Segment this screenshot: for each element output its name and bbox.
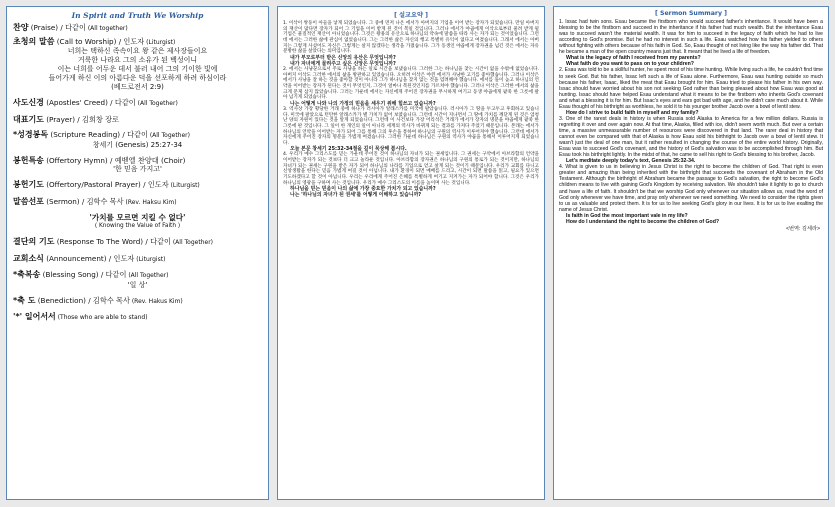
order-item-creed: 사도신경 (Apostles' Creed) / 다같이 (All Together)	[13, 98, 178, 107]
stand-note: '*' 일어서서 (Those who are able to stand)	[13, 312, 148, 321]
order-item-praise: 찬양 (Praise) / 다같이 (All together)	[13, 23, 128, 32]
order-item-offertory-prayer: 봉헌기도 (Offertory/Pastoral Prayer) / 인도자 (Liturgist)	[13, 180, 200, 189]
korean-paragraph-1: 1. 이삭이 쌍둥이 아들을 낳게 되었습니다. 그 중에 먼저 나온 에서가 아버지의 기업을 이어 받는 장자가 되었습니다. 만일 아버지의 재산이 많다면 장자가 되어 그 기업을 이어 받게 된 것이 복일 것입니다. 그러나 에서가 야곱에게 이삭으로부터 물려 받게 될 기업은 물질적인 재산이 아니었습니다. 그것은 왕용의 유산으로 하나님의 약속에 말씀을 따라 사는 자가 되는 것이었습니다. 그런데 에서는 그러한 삶에 관심이 없었습니다. 그는 그러한 삶은 자신의 행고 특별히 유익이 없다고 여겼습니다. 그래서 에서는 아버지는 그렇게 사셨어도 자신은 그렇게는 살지 않겠다는 생각을 가졌습니다. 그가 동생인 야곱에게 장자권을 넘긴 것은 에서는 자유분방한 삶을 살았다는 의미입니다.	[283, 21, 539, 55]
call-verse-4: 들어가게 하신 이의 아름다운 덕을 선포하게 하려 하심이라	[48, 74, 227, 82]
translator-credit: <번역: 김세라>	[786, 225, 820, 232]
english-paragraph-2: 2. Esau was told to be a skillful hunter, he spent most of his time hunting. While living such a life, he couldn't find time to seek God. But his father, Issac left such a life of Esau alone. Furthermore, Esau was hunting outside so much because his father, Isaac, liked the meat that Esau brought for him. Esau tried to please his father in his own way. Issac should have worried about his son not seeking God rather than being pleased about how Esau was good at hunting. Issac should have helped Esau understand what it means to be the firstborn who inherits God's covenant and what a blessing it is for him. But Issac's eyes and ears got bad with age, and he didn't care much about it. While Esau thought of his birthright as worthless, he sold it to his younger brother Jacob over a bowl of lentil stew.	[559, 67, 823, 110]
korean-question-1: 내가 부모로부터 받은 신앙의 유산은 무엇입니까? 내가 자녀에게 물려주고 싶은 신앙은 무엇입니까?	[290, 54, 396, 67]
order-item-sermon: 말씀선포 (Sermon) / 김학수 목사 (Rev. Haksu Kim)	[13, 196, 177, 206]
english-paragraph-4: 4. What is given to us in believing in Jesus Christ is the right to become the children of God. That right is even greater and amazing than being inherited with the birthright that succeeds the covenant of Abraham in the Old Testament. Although the birthright of Abraham became the passage to God's salvation, the right to become God's children means to live with gaining God's Kingdom by receiving salvation. We shouldn't take it lightly to go to church and have a life of faith. It shouldn't be that we worship God only whenever our situation allows us, read the word of God only whenever we have time, and pray only whenever we need something. We need to consider the rights given to us as valuable and protect them. It is for us to live seeking God's glory in our lives. It is for us to live exalting the name of Jesus Christ.	[559, 164, 823, 213]
english-paragraph-1: 1. Issac had twin sons. Esau became the firstborn who would succeed father's inheritance. It would have been a blessing to be the firstborn and succeed in the inheritance if his father had much wealth. But the inheritance Esau was to succeed wasn't the material wealth. It was for him to succeed in the legacy of faith which he had to live according to God's promise. But he had no interest in such a life. Esau watched how his father yielded to others without fighting with others because of his faith in God. So, Esau thought of not living like the way his father did. That he became a man of the open country means just that. It meant that he lived a life of freedom.	[559, 19, 823, 56]
english-question-2: How do I strive to build faith in myself and my family?	[566, 109, 699, 116]
scripture-ref: 창세기 (Genesis) 25:27-34	[92, 140, 183, 149]
sermon-title-en: ( Knowing the Value of Faith )	[94, 223, 181, 229]
call-verse-3: 이는 너희를 어두운 데서 불러 내어 그의 기이한 빛에	[57, 65, 218, 73]
korean-question-4: 하나님을 믿는 믿음이 나의 삶에 가장 중요한 가치가 되고 있습니까? 나는 '하나님의 자녀가 된 권세'를 어떻게 이해하고 있습니까?	[290, 186, 436, 199]
sermon-title: '가치를 모르면 지킬 수 없다'	[89, 213, 186, 222]
call-verse-ref: (베드로전서 2:9)	[111, 83, 164, 91]
korean-question-2: 나는 어떻게 나와 나의 가정의 믿음을 세우기 위해 힘쓰고 있습니까?	[290, 100, 436, 107]
korean-summary-panel	[277, 6, 545, 500]
korean-paragraph-3: 3. 역사상 가장 황당한 거래 중에 하나가 러시아가 알래스카를 미국에 팔았습니다. 러시아가 그 땅을 두고두고 후회하고 있습니다. 미국에 팔았으로 턴탄한 알래스카가 별 가치가 없어 보였습니다. 그런데 시간이 지나면서 그 땅에 가치를 깨닫게 된 것은 엄청난 양의 자원이 있다는 것을 알게 되었습니다. 그런데 이 사건보다 가장 어리석은 거래가 에서가 장자의 명분을 야곱에게 팥죽 한 그릇에 판 것입니다. 그 일이 한 개인의 일이 아니라 세계의 역사가 바뀌게 되는 결과를 가져다 주었기 때문입니다. 본래는 에서가 하나님의 언약을 이어받는 자가 되어 그를 통해 그의 후손을 통하여 하나님의 구원의 역사가 이루어져야 했습니다. 그런데 에서가 자신에게 주어진 장자의 명분을 가볍게 여겼습니다. 그러한 가운데 하나님은 구원의 역사가 야곱을 통해서 이루어지게 되었습니다.	[283, 106, 539, 146]
english-paragraph-3: 3. One of the rarest deals in history is when Russia sold Alaska to America for a few million dollars. Russia is regretting it over and over again now. At that time, Alaska, filled with ice, didn't seem worth much. But over a certain time, a massive unmeasurable number of resources were discovered in that land. The rarer deal in history that cannot even be compared with that of Alaska is how Esau sold his birthright to Jacob over a bowl of lentil stew. It wasn't just the deal of one man, but it rather resulted in changing the course of the entire world history. Originally, Esau was to succeed God's covenant, and the history of God's salvation was to be accomplished through him. But Esau took his birthright lightly. In the midst of that, he came to sell his right to God's blessing to his brother, Jacob.	[559, 115, 823, 159]
hymn-title: '한 믿음 가지고'	[113, 165, 162, 173]
order-item-announcement: 교회소식 (Announcement) / 인도자 (Liturgist)	[13, 253, 166, 263]
worship-title: In Spirit and Truth We Worship	[71, 11, 204, 20]
order-item-blessing-song: *축복송 (Blessing Song) / 다같이 (All Together)	[13, 270, 169, 279]
english-question-3: Let's meditate deeply today's text, Genesis 25:32-34.	[566, 158, 696, 165]
english-summary-panel	[553, 6, 829, 500]
korean-summary-title: [ 설교요약 ]	[394, 12, 428, 19]
order-of-worship-panel	[6, 6, 269, 500]
korean-paragraph-4: 4. 우리가 예수 그리스도를 믿는 가운데 주어진 것이 하나님의 자녀가 되는 권세입니다. 그 권세는 구약에서 아브라함의 언약을 이어받는 장자가 되는 것보다 더 크고 놀라운 것입니다. 아브라함의 장자권은 하나님의 구원의 통로가 되는 것이지만, 하나님의 자녀가 되는 권세는 구원을 받은 자가 되어 하나님의 나라를 기업으로 얻고 살게 되는 것이기 때문입니다. 우리가 교회를 다니고 신앙생활을 한다는 믿음 가볍게 여길 것이 아닙니다. 내가 환경이 되면 예배를 드리고, 시간이 되면 말씀을 읽고, 필요가 있으면 기도하겠다고 할 것이 아닙니다. 우리는 우리에게 주어진 은혜를 특별하게 여기고 지켜가는 자가 되어야 합니다. 그것은 우리가 하나님의 영광을 구하며 사는 것입니다. 우리가 예수 그리스도의 이름을 높이며 사는 것입니다.	[283, 152, 539, 186]
order-item-call: 초청의 말씀 (Call to Worship) / 인도자 (Liturgist)	[13, 36, 176, 46]
call-verse-2: 거룩한 나라요 그의 소유가 된 백성이니	[77, 56, 198, 64]
order-item-prayer: 대표기도 (Prayer) / 김희창 장로	[13, 114, 120, 124]
call-verse-1: 너희는 택하신 족속이요 왕 같은 제사장들이요	[67, 47, 208, 55]
korean-paragraph-2: 2. 에서는 사냥꾼으로서 주로 사냥을 하는 일로 시간을 보냈습니다. 그러한 그는 하나님을 찾는 시간이 없을 수밖에 없었습니다. 아버지 이삭도 그러한 에서의 삶을 방관하고 있었습니다. 오히려 이삭은 야윈 에서가 사냥한 고기를 좋아했습니다. 그러나 이삭은 에서가 사냥을 잘 하는 것을 좋아할 것이 아니라 그가 하나님을 찾지 않는 것을 염려해야 했습니다. 에서를 돌이 높고 하나님의 언약을 이어받는 장자가 된다는 것이 무엇인지, 그것이 얼마나 복된것인지를 가르쳐야 했습니다. 그러나 이삭은 그러한 에서의 삶을 크게 문제 삼지 않았습니다. 그러는 가운데 에서는 자신에게 주어진 장자권을 무시하게 여기고 동생 야곱에게 팥죽 한 그릇에 팔아 넘기게 되었습니다.	[283, 66, 539, 101]
english-summary-title: [ Sermon Summary ]	[655, 10, 727, 17]
english-question-4: Is faith in God the most important vale in my life? How do I understand the right to become the children of God?	[566, 212, 720, 225]
korean-question-3: 오늘 본문 창세기 25:32-34절을 깊이 묵상해 봅시다.	[290, 146, 407, 153]
english-question-1: What is the legacy of faith I received from my parents? What faith do you want to pass on to your children?	[566, 55, 701, 68]
order-item-offertory-hymn: 봉헌특송 (Offertory Hymn) / 예벧엘 찬양대 (Choir)	[13, 155, 186, 165]
order-item-response: 결단의 기도 (Response To The Word) / 다같이 (All Together)	[13, 237, 214, 246]
order-item-scripture: *성경봉독 (Scripture Reading) / 다같이 (All Together)	[13, 130, 190, 139]
order-item-benediction: *축 도 (Benediction) / 김학수 목사 (Rev. Hakus Kim)	[13, 295, 183, 305]
blessing-song-title: '일 상'	[127, 280, 148, 289]
